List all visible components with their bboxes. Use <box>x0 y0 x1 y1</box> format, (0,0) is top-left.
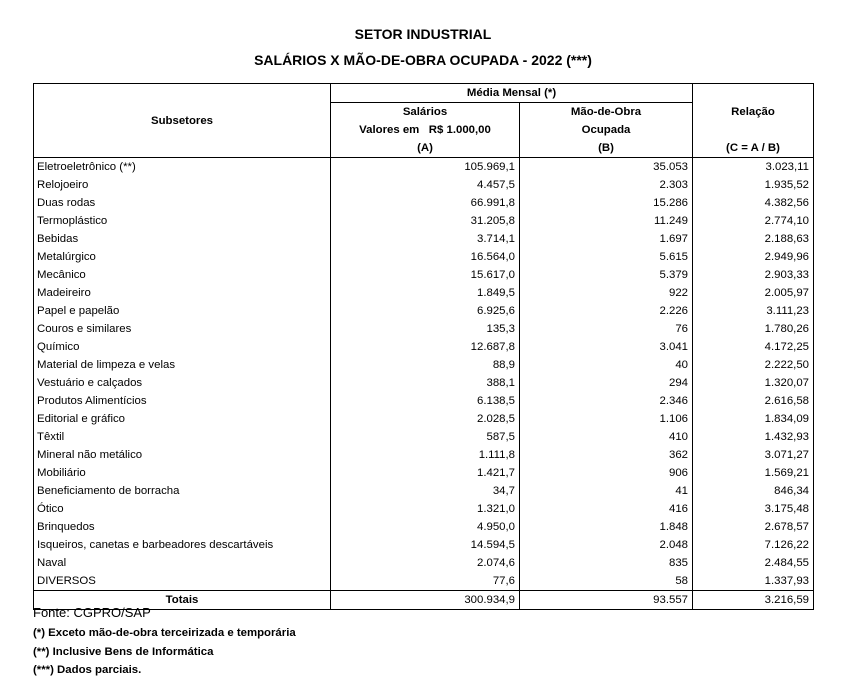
row-subsetor: Bebidas <box>34 230 331 248</box>
page-subtitle: SALÁRIOS X MÃO-DE-OBRA OCUPADA - 2022 (***) <box>254 52 592 68</box>
row-mao-de-obra: 922 <box>520 284 693 302</box>
row-subsetor: Químico <box>34 338 331 356</box>
row-salarios: 135,3 <box>331 320 520 338</box>
row-salarios: 1.111,8 <box>331 446 520 464</box>
table-row <box>34 212 814 230</box>
row-relacao: 1.935,52 <box>693 176 814 194</box>
header-mao-de-obra-2: Ocupada <box>520 121 693 139</box>
row-relacao: 3.111,23 <box>693 302 814 320</box>
row-mao-de-obra: 58 <box>520 572 693 591</box>
totals-relacao: 3.216,59 <box>693 591 814 610</box>
row-relacao: 3.023,11 <box>693 158 814 177</box>
row-relacao: 2.188,63 <box>693 230 814 248</box>
row-mao-de-obra: 5.379 <box>520 266 693 284</box>
row-mao-de-obra: 294 <box>520 374 693 392</box>
table-body <box>34 158 814 591</box>
row-salarios: 6.925,6 <box>331 302 520 320</box>
row-subsetor: Brinquedos <box>34 518 331 536</box>
row-mao-de-obra: 2.346 <box>520 392 693 410</box>
row-salarios: 1.849,5 <box>331 284 520 302</box>
row-relacao: 2.222,50 <box>693 356 814 374</box>
row-relacao: 3.071,27 <box>693 446 814 464</box>
row-salarios: 31.205,8 <box>331 212 520 230</box>
row-subsetor: Isqueiros, canetas e barbeadores descartáveis <box>34 536 331 554</box>
row-mao-de-obra: 2.048 <box>520 536 693 554</box>
row-salarios: 2.028,5 <box>331 410 520 428</box>
row-subsetor: Naval <box>34 554 331 572</box>
footnote-3: (***) Dados parciais. <box>33 664 142 676</box>
table-row <box>34 230 814 248</box>
row-subsetor: Mecânico <box>34 266 331 284</box>
row-mao-de-obra: 1.848 <box>520 518 693 536</box>
row-relacao: 2.005,97 <box>693 284 814 302</box>
table-row <box>34 302 814 320</box>
row-salarios: 16.564,0 <box>331 248 520 266</box>
row-relacao: 1.432,93 <box>693 428 814 446</box>
header-salarios-unit: Valores em R$ 1.000,00 <box>331 121 520 139</box>
row-salarios: 34,7 <box>331 482 520 500</box>
table-row <box>34 464 814 482</box>
row-relacao: 846,34 <box>693 482 814 500</box>
row-salarios: 2.074,6 <box>331 554 520 572</box>
table-row <box>34 158 814 177</box>
row-salarios: 105.969,1 <box>331 158 520 177</box>
row-subsetor: Material de limpeza e velas <box>34 356 331 374</box>
row-salarios: 6.138,5 <box>331 392 520 410</box>
table-row <box>34 572 814 591</box>
row-mao-de-obra: 835 <box>520 554 693 572</box>
row-salarios: 4.950,0 <box>331 518 520 536</box>
totals-mao: 93.557 <box>520 591 693 610</box>
row-relacao: 7.126,22 <box>693 536 814 554</box>
row-subsetor: Beneficiamento de borracha <box>34 482 331 500</box>
table-row <box>34 518 814 536</box>
row-relacao: 1.569,21 <box>693 464 814 482</box>
footnote-1: (*) Exceto mão-de-obra terceirizada e temporária <box>33 627 296 639</box>
table-row <box>34 536 814 554</box>
table-row <box>34 410 814 428</box>
row-subsetor: DIVERSOS <box>34 572 331 591</box>
row-mao-de-obra: 3.041 <box>520 338 693 356</box>
row-salarios: 88,9 <box>331 356 520 374</box>
row-mao-de-obra: 906 <box>520 464 693 482</box>
table-row <box>34 338 814 356</box>
table-row <box>34 266 814 284</box>
table-row <box>34 374 814 392</box>
table-row <box>34 356 814 374</box>
row-subsetor: Madeireiro <box>34 284 331 302</box>
header-media-mensal: Média Mensal (*) <box>331 84 693 103</box>
row-mao-de-obra: 1.697 <box>520 230 693 248</box>
header-subsetores: Subsetores <box>34 84 331 158</box>
row-mao-de-obra: 2.226 <box>520 302 693 320</box>
footnotes <box>33 605 296 680</box>
row-relacao: 2.616,58 <box>693 392 814 410</box>
row-salarios: 1.321,0 <box>331 500 520 518</box>
row-salarios: 66.991,8 <box>331 194 520 212</box>
row-subsetor: Ótico <box>34 500 331 518</box>
row-mao-de-obra: 2.303 <box>520 176 693 194</box>
row-subsetor: Mineral não metálico <box>34 446 331 464</box>
row-mao-de-obra: 40 <box>520 356 693 374</box>
row-subsetor: Têxtil <box>34 428 331 446</box>
header-relacao-formula: (C = A / B) <box>693 139 814 158</box>
row-salarios: 4.457,5 <box>331 176 520 194</box>
row-salarios: 1.421,7 <box>331 464 520 482</box>
row-salarios: 77,6 <box>331 572 520 591</box>
footnote-2: (**) Inclusive Bens de Informática <box>33 645 214 658</box>
row-relacao: 1.337,93 <box>693 572 814 591</box>
table-row <box>34 446 814 464</box>
row-salarios: 3.714,1 <box>331 230 520 248</box>
table-row <box>34 176 814 194</box>
row-subsetor: Produtos Alimentícios <box>34 392 331 410</box>
source-note: Fonte: CGPRO/SAP <box>33 605 151 620</box>
table-row <box>34 194 814 212</box>
row-mao-de-obra: 15.286 <box>520 194 693 212</box>
row-mao-de-obra: 362 <box>520 446 693 464</box>
totals-salarios: 300.934,9 <box>331 591 520 610</box>
row-salarios: 12.687,8 <box>331 338 520 356</box>
table-row <box>34 320 814 338</box>
row-relacao: 2.903,33 <box>693 266 814 284</box>
row-subsetor: Relojoeiro <box>34 176 331 194</box>
salary-table <box>33 83 814 610</box>
row-mao-de-obra: 5.615 <box>520 248 693 266</box>
row-relacao: 2.484,55 <box>693 554 814 572</box>
row-salarios: 15.617,0 <box>331 266 520 284</box>
totals-label: Totais <box>34 591 331 610</box>
row-subsetor: Eletroeletrônico (**) <box>34 158 331 177</box>
table-row <box>34 482 814 500</box>
row-mao-de-obra: 1.106 <box>520 410 693 428</box>
row-relacao: 1.834,09 <box>693 410 814 428</box>
row-subsetor: Termoplástico <box>34 212 331 230</box>
table-row <box>34 392 814 410</box>
row-subsetor: Mobiliário <box>34 464 331 482</box>
header-mao-de-obra: Mão-de-Obra <box>520 103 693 122</box>
row-mao-de-obra: 416 <box>520 500 693 518</box>
row-relacao: 1.320,07 <box>693 374 814 392</box>
row-relacao: 4.172,25 <box>693 338 814 356</box>
row-mao-de-obra: 11.249 <box>520 212 693 230</box>
row-relacao: 4.382,56 <box>693 194 814 212</box>
row-relacao: 1.780,26 <box>693 320 814 338</box>
header-salarios: Salários <box>331 103 520 122</box>
table-row <box>34 248 814 266</box>
row-relacao: 2.774,10 <box>693 212 814 230</box>
row-mao-de-obra: 410 <box>520 428 693 446</box>
header-relacao: Relação <box>693 84 814 140</box>
row-salarios: 388,1 <box>331 374 520 392</box>
table-row <box>34 500 814 518</box>
table-row <box>34 284 814 302</box>
row-relacao: 2.949,96 <box>693 248 814 266</box>
row-mao-de-obra: 76 <box>520 320 693 338</box>
row-mao-de-obra: 41 <box>520 482 693 500</box>
row-subsetor: Metalúrgico <box>34 248 331 266</box>
row-subsetor: Vestuário e calçados <box>34 374 331 392</box>
row-salarios: 14.594,5 <box>331 536 520 554</box>
row-mao-de-obra: 35.053 <box>520 158 693 177</box>
header-salarios-code: (A) <box>331 139 520 158</box>
header-mao-de-obra-code: (B) <box>520 139 693 158</box>
row-relacao: 2.678,57 <box>693 518 814 536</box>
row-subsetor: Duas rodas <box>34 194 331 212</box>
row-salarios: 587,5 <box>331 428 520 446</box>
row-subsetor: Papel e papelão <box>34 302 331 320</box>
page-title: SETOR INDUSTRIAL <box>354 26 492 42</box>
row-subsetor: Couros e similares <box>34 320 331 338</box>
table-row <box>34 428 814 446</box>
table-row <box>34 554 814 572</box>
row-subsetor: Editorial e gráfico <box>34 410 331 428</box>
row-relacao: 3.175,48 <box>693 500 814 518</box>
